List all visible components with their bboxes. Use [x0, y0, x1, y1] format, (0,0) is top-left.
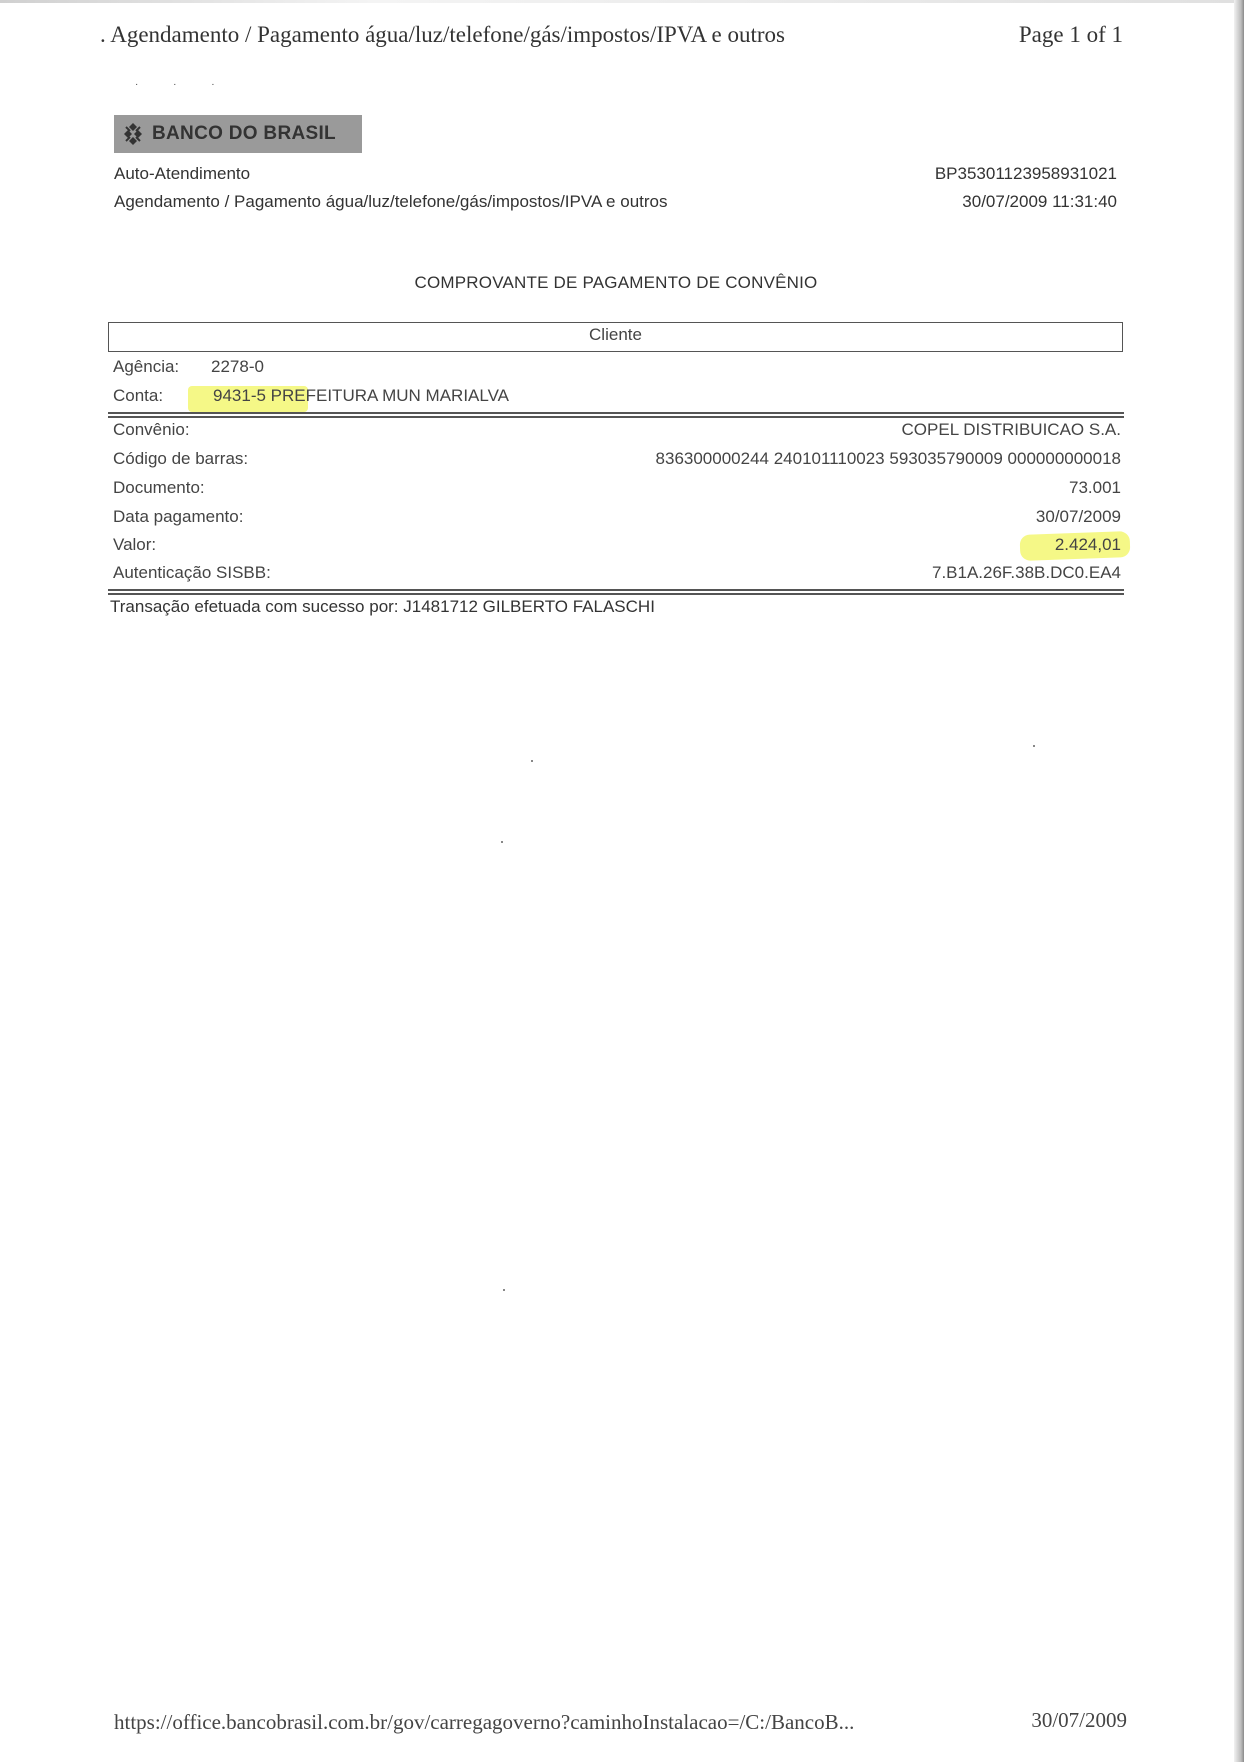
bank-logo — [114, 115, 362, 153]
success-message: Transação efetuada com sucesso por: J1481712 GILBERTO FALASCHI — [110, 597, 655, 616]
field-label: Conta: — [113, 386, 164, 405]
field-value: 73.001 — [1069, 478, 1121, 497]
receipt-title: COMPROVANTE DE PAGAMENTO DE CONVÊNIO — [414, 273, 818, 292]
client-row-conta — [113, 386, 1121, 412]
banco-do-brasil-logo-icon — [121, 122, 145, 146]
print-footer-url: https://office.bancobrasil.com.br/gov/carregagoverno?caminhoInstalacao=/C:/BancoB... — [114, 1710, 855, 1734]
scan-specks: · · · — [135, 79, 231, 90]
detail-row-documento — [113, 478, 1121, 504]
transaction-datetime: 30/07/2009 11:31:40 — [962, 192, 1117, 211]
field-label: Documento: — [113, 478, 205, 497]
print-footer-date: 30/07/2009 — [1031, 1708, 1127, 1732]
detail-row-valor — [113, 535, 1121, 561]
scan-speck — [531, 760, 533, 762]
scan-speck — [503, 1289, 505, 1291]
print-header-page: Page 1 of 1 — [1018, 22, 1123, 47]
logo-wordmark: BANCO DO BRASIL — [152, 123, 336, 144]
field-value: 2278-0 — [211, 357, 264, 376]
detail-row-data-pagamento — [113, 507, 1121, 533]
scan-speck — [501, 841, 503, 843]
detail-row-codigo-barras — [113, 449, 1121, 475]
scan-speck — [1033, 745, 1035, 747]
divider — [108, 589, 1124, 591]
field-value: 2.424,01 — [1054, 535, 1121, 554]
client-row-agencia — [113, 357, 1121, 383]
field-label: Valor: — [113, 535, 157, 554]
field-label: Agência: — [113, 357, 180, 376]
detail-row-autenticacao — [113, 563, 1121, 589]
scan-edge-right — [1234, 0, 1244, 1762]
divider — [108, 416, 1124, 418]
field-value: 836300000244 240101110023 593035790009 000000000018 — [655, 449, 1121, 468]
divider — [108, 412, 1124, 414]
field-value: 7.B1A.26F.38B.DC0.EA4 — [931, 563, 1121, 582]
client-heading-box — [108, 322, 1123, 352]
print-header-title: . Agendamento / Pagamento água/luz/telefone/gás/impostos/IPVA e outros — [100, 22, 785, 47]
client-heading: Cliente — [589, 325, 642, 344]
detail-row-convenio — [113, 420, 1121, 446]
field-label: Data pagamento: — [113, 507, 244, 526]
section-name: Auto-Atendimento — [114, 164, 251, 183]
field-value: 30/07/2009 — [1035, 507, 1121, 526]
field-value: COPEL DISTRIBUICAO S.A. — [901, 420, 1121, 439]
field-value: 9431-5 PREFEITURA MUN MARIALVA — [213, 386, 510, 405]
field-label: Autenticação SISBB: — [113, 563, 271, 582]
field-label: Código de barras: — [113, 449, 249, 468]
field-label: Convênio: — [113, 420, 190, 439]
browser-print-header — [100, 20, 1125, 54]
scan-edge-top — [0, 0, 1244, 3]
page-subtitle: Agendamento / Pagamento água/luz/telefone/gás/impostos/IPVA e outros — [114, 192, 668, 211]
transaction-code: BP35301123958931021 — [934, 164, 1117, 183]
divider — [108, 593, 1124, 595]
